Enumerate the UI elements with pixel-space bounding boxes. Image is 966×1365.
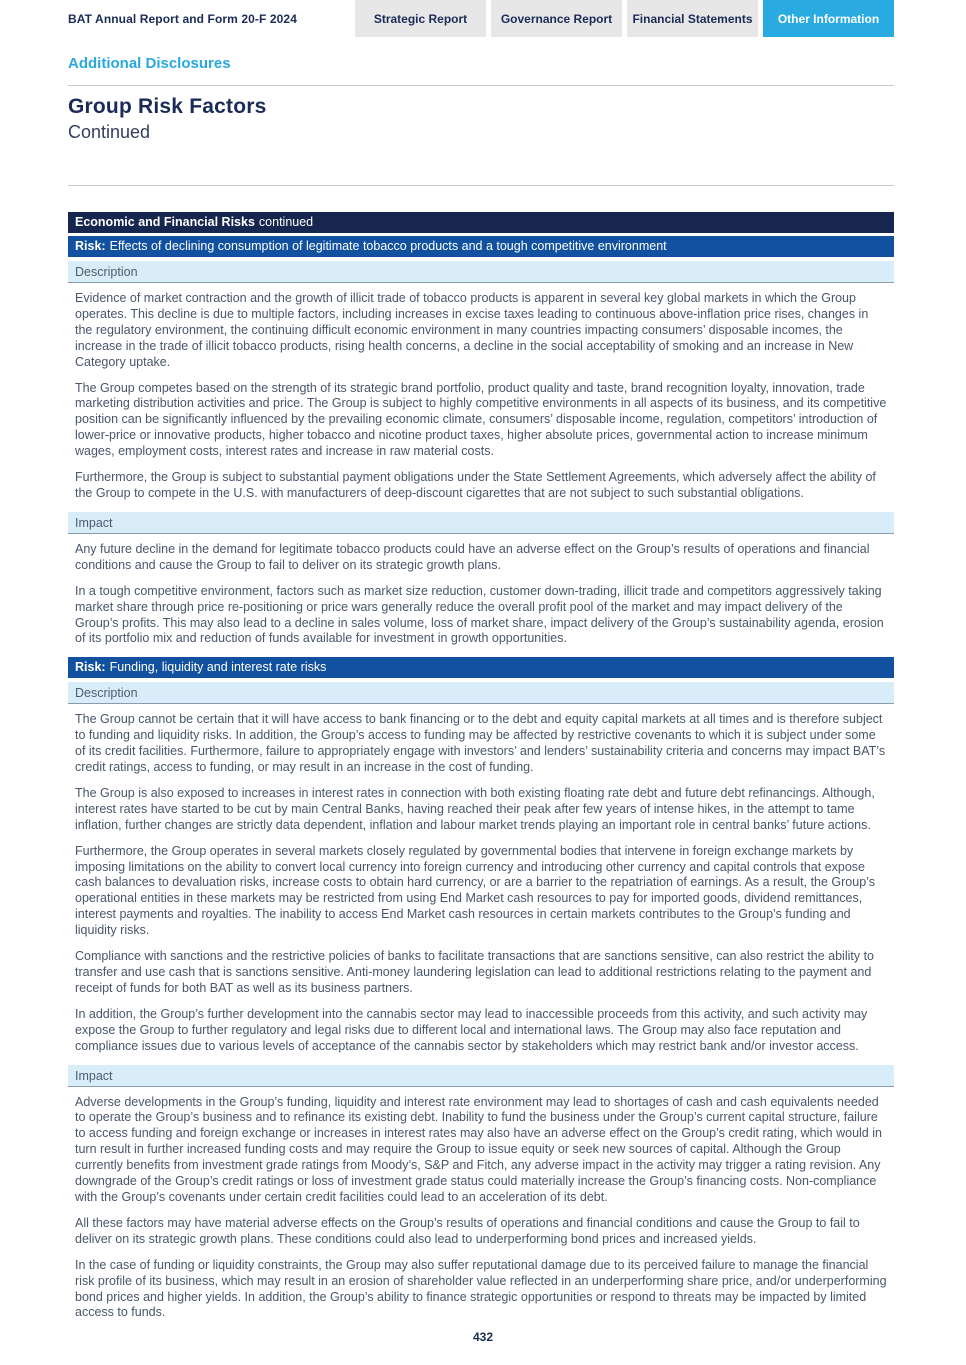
impact-bar: Impact: [68, 1065, 894, 1087]
risk-title-bar: [68, 657, 894, 678]
impact-bar: Impact: [68, 512, 894, 534]
tab-label: Governance Report: [500, 11, 613, 26]
page-content: [68, 55, 894, 1321]
paragraph: The Group competes based on the strength of its strategic brand portfolio, product quality and taste, brand recognition loyalty, innovation, trade marketing distribution activities and price. The Group is subject to highly competitive environments in all aspects of its business, and its competitive position can be significantly influenced by the prevailing economic climate, consumers’ disposable income, regulation, competitors’ introduction of lower-price or innovative products, higher tobacco and nicotine product taxes, higher absolute prices, governmental action to increase minimum wages, employment costs, interest rates and increase in raw material costs.: [75, 380, 887, 459]
tab-governance-report[interactable]: [491, 0, 622, 37]
paragraph: All these factors may have material adverse effects on the Group’s results of operations and financial conditions and cause the Group to fail to deliver on its strategic growth plans. These conditions could also lead to underperforming bond prices and increased yields.: [75, 1215, 860, 1246]
category-suffix: continued: [258, 215, 314, 229]
report-title: BAT Annual Report and Form 20-F 2024: [68, 11, 297, 26]
category-bar: [68, 212, 894, 233]
tab-label: Strategic Report: [373, 11, 468, 26]
risk-block-funding-liquidity: [68, 657, 894, 1321]
tab-financial-statements[interactable]: [627, 0, 758, 37]
paragraph: Adverse developments in the Group’s funding, liquidity and interest rate environment may lead to shortages of cash and cash equivalents needed to operate the Group’s business and to refinance its existing debt. Inability to fund the business under the Group’s current capital structure, failure to access funding and foreign exchange or increases in interest rates may also have an adverse effect on the Group’s credit rating, which would in turn result in further increased funding costs and may require the Group to issue equity or seek new sources of capital. Although the Group currently benefits from investment grade ratings from Moody’s, S&P and Fitch, any adverse impact in the activity may trigger a rating revision. Any downgrade of the Group’s credit ratings or loss of investment grade status could materially increase the Group’s financing costs. Non-compliance with the Group’s covenants under certain credit facilities could lead to an acceleration of its debt.: [75, 1094, 882, 1204]
risk-label: Risk:: [75, 660, 106, 675]
divider: [68, 85, 894, 86]
risk-name: Effects of declining consumption of legitimate tobacco products and a tough competitive environment: [109, 239, 667, 253]
paragraph: The Group is also exposed to increases in interest rates in connection with both existing floating rate debt and future debt refinancings. Although, interest rates have started to be cut by main Central Banks, having reached their peak after few years of intense hikes, in the attempt to tame inflation, further changes are strictly data dependent, inflation and labour market trends playing an important role in central banks’ future actions.: [75, 785, 875, 832]
page-subtitle: Continued: [68, 122, 151, 142]
paragraph: Furthermore, the Group operates in several markets closely regulated by governmental bodies that intervene in foreign exchange markets by imposing limitations on the ability to convert local currency into foreign currency and introducing other currency and capital controls that expose cash balances to devaluation risks, increase costs to obtain hard currency, or are a barrier to the repatriation of earnings. As a result, the Group’s operational entities in these markets may be restricted from using End Market cash resources to pay for imported goods, dividend remittances, interest payments and royalties. The inability to access End Market cash resources in certain markets contributes to the Group’s funding and liquidity risks.: [75, 843, 875, 938]
impact-paragraphs: [68, 534, 894, 647]
divider: [68, 185, 894, 186]
paragraph: The Group cannot be certain that it will have access to bank financing or to the debt and equity capital markets at all times and is therefore subject to funding and liquidity risks. In addition, the Group’s access to funding may be affected by restrictive covenants to which it is subject under some of its credit facilities. Furthermore, failure to appropriately engage with investors’ and lenders’ sustainability criteria and concerns may impact BAT’s credit ratings, access to funding, or may result in an increase in the cost of funding.: [75, 712, 886, 775]
paragraph: In addition, the Group’s further development into the cannabis sector may lead to inaccessible proceeds from this activity, and such activity may expose the Group to further regulatory and legal risks due to different local and international laws. The Group may also face reputation and compliance issues due to various levels of acceptance of the cannabis sector by stakeholders which may restrict bank and/or investor access.: [75, 1006, 868, 1053]
risk-label: Risk:: [75, 239, 106, 253]
paragraph: Furthermore, the Group is subject to substantial payment obligations under the State Settlement Agreements, which adversely affect the ability of the Group to compete in the U.S. with manufacturers of deep-discount cigarettes that are not subject to such substantial obligations.: [75, 470, 876, 500]
description-bar: Description: [68, 682, 894, 704]
paragraph: Evidence of market contraction and the growth of illicit trade of tobacco products is apparent in several key global markets in which the Group operates. This decline is due to multiple factors, including increases in excise taxes leading to continuous above-inflation price rises, changes in the regulatory environment, the continuing difficult economic environment in many countries impacting consumers’ disposable incomes, the increase in the trade of illicit tobacco products, rising health concerns, a decline in the social acceptability of smoking and an increase in New Category uptake.: [75, 291, 869, 369]
page-number: 432: [472, 1330, 494, 1344]
paragraph: In the case of funding or liquidity constraints, the Group may also suffer reputational damage due to its perceived failure to manage the financial risk profile of its business, which may result in an erosion of shareholder value reflected in an underperforming share price, and/or underperforming bond prices and higher yields. In addition, the Group’s ability to finance strategic opportunities or respond to threats may be impacted by limited access to funds.: [75, 1257, 887, 1320]
section-eyebrow: Additional Disclosures: [68, 55, 231, 72]
paragraph: In a tough competitive environment, factors such as market size reduction, customer down-trading, illicit trade and competitors aggressively taking market share through price re-positioning or price wars generally reduce the overall profit pool of the market and may impact delivery of the Group’s profits. This may also lead to a decline in sales volume, loss of market share, impact delivery of the Group’s sustainability agenda, erosion of its portfolio mix and reduction of funds available for investment in growth opportunities.: [75, 583, 884, 646]
page-title: Group Risk Factors: [68, 95, 267, 118]
tab-label: Other Information: [777, 11, 880, 26]
risk-title-bar: [68, 236, 894, 257]
description-paragraphs: [68, 283, 894, 502]
header-bar: [0, 0, 966, 37]
risk-section-economic-financial: [68, 212, 894, 1321]
tab-other-information[interactable]: [763, 0, 894, 37]
risk-name: Funding, liquidity and interest rate risks: [109, 660, 327, 675]
paragraph: Any future decline in the demand for legitimate tobacco products could have an adverse effect on the Group’s results of operations and financial conditions and cause the Group to fail to deliver on its strategic growth plans.: [75, 541, 870, 572]
category-title: Economic and Financial Risks: [75, 215, 255, 229]
paragraph: Compliance with sanctions and the restrictive policies of banks to facilitate transactions that are sanctions sensitive, can also restrict the ability to transfer and use cash that is sanctions sensitive. Anti-money laundering legislation can lead to additional restrictions relating to the payment and receipt of funds for both BAT as well as its business partners.: [75, 949, 874, 995]
description-paragraphs: [68, 704, 894, 1054]
tab-label: Financial Statements: [632, 11, 753, 26]
impact-paragraphs: [68, 1087, 894, 1322]
section-tabs: [355, 0, 894, 37]
tab-strategic-report[interactable]: [355, 0, 486, 37]
description-bar: Description: [68, 261, 894, 283]
